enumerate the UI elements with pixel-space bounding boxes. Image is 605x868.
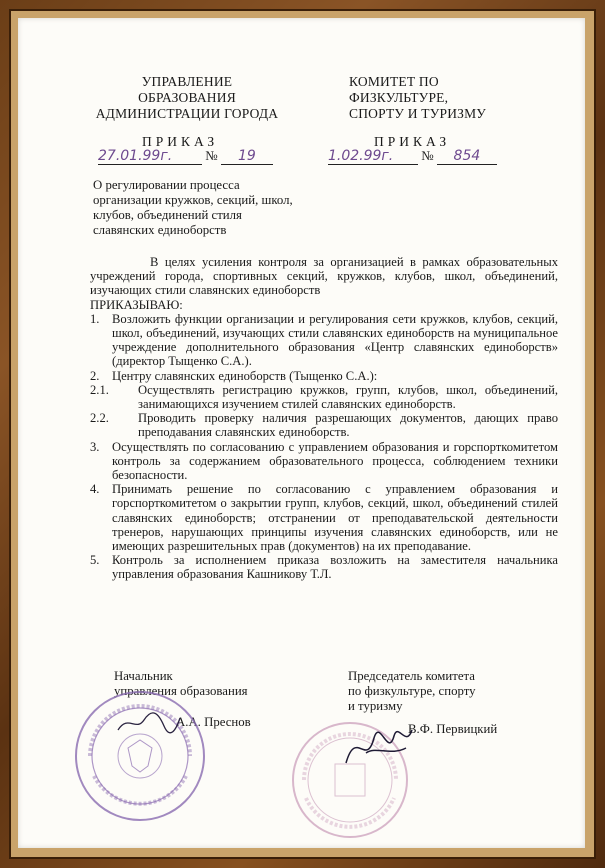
item-number: 2.1. (90, 382, 109, 397)
item-text: Центру славянских единоборств (Тыщенко С.А.): (112, 368, 378, 383)
item-text: Осуществлять регистрацию кружков, групп, клубов, школ, объединений, занимающихся изучением стилей славянских единоборств. (138, 382, 558, 412)
order-subitem (90, 383, 558, 411)
right-order-line (328, 148, 508, 166)
order-subitems (90, 383, 558, 440)
item-number: 2. (90, 368, 100, 383)
right-order-title: ПРИКАЗ (374, 134, 451, 149)
item-number: 3. (90, 439, 100, 454)
order-item (90, 482, 558, 553)
item-text: Принимать решение по согласованию с управлением образования и горспорткомитетом о закрытии групп, клубов, секций, школ, объединений стилей славянских единоборств; отстранении от преподавательской деятельности тренеров, нарушающих принципы изучения славянских единоборств, или не имеющих разрешительных прав (документов) на их преподавание. (112, 482, 558, 554)
item-number: 4. (90, 482, 100, 497)
left-order-number: 19 (221, 148, 273, 165)
item-text: Контроль за исполнением приказа возложить на заместителя начальника управления образования Кашникову Т.Л. (112, 553, 558, 582)
left-header: УПРАВЛЕНИЕ ОБРАЗОВАНИЯ АДМИНИСТРАЦИИ ГОРОДА (95, 74, 279, 121)
orders-word: ПРИКАЗЫВАЮ: (90, 297, 183, 312)
right-signatory-name: В.Ф. Первицкий (408, 722, 498, 736)
left-order-date: 27.01.99г. (98, 148, 202, 165)
item-text: Проводить проверку наличия разрешающих документов, дающих право преподавания славянских единоборств. (138, 411, 558, 440)
right-order-date: 1.02.99г. (328, 148, 418, 165)
left-order-title: ПРИКАЗ (142, 134, 219, 149)
order-subject: О регулировании процесса организации кружков, секций, школ, клубов, объединений стиля славянских единоборств (93, 178, 293, 237)
left-order-number-sign: № (205, 148, 218, 163)
item-text: Возложить функции организации и регулирования сети кружков, клубов, секций, школ, объединений, изучающих стили славянских единоборств на муниципальное учреждение дополнительного образования «Центр славянских единоборств» (директор Тыщенко С.А.). (112, 311, 558, 369)
item-number: 5. (90, 553, 100, 568)
left-signatory-title: Начальник управления образования (114, 669, 248, 698)
right-signatory-title: Председатель комитета по физкультуре, спорту и туризму (348, 669, 476, 713)
left-order-line (98, 148, 288, 166)
order-subitem (90, 411, 558, 439)
order-item (90, 553, 558, 581)
order-body (90, 255, 558, 582)
item-text: Осуществлять по согласованию с управлением образования и горспорткомитетом контроль за содержанием образовательного процесса, соблюдением техники безопасности. (112, 439, 558, 483)
left-seal-stamp (70, 686, 210, 826)
order-item (90, 312, 558, 369)
right-signature (336, 708, 426, 778)
right-order-number: 854 (437, 148, 497, 165)
document-page (18, 18, 585, 848)
left-signatory-name: А.А. Преснов (176, 715, 251, 729)
order-items-continued (90, 440, 558, 582)
right-order-number-sign: № (421, 148, 434, 163)
item-number: 2.2. (90, 411, 109, 426)
left-signature (114, 708, 184, 738)
order-item (90, 369, 558, 383)
order-items (90, 312, 558, 383)
order-item (90, 440, 558, 483)
item-number: 1. (90, 311, 100, 326)
order-intro: В целях усиления контроля за организацией в рамках образовательных учреждений города, спортивных секций, кружков, клубов, школ, объединений, изучающих стили славянских единоборств (90, 255, 558, 298)
right-header: КОМИТЕТ ПО ФИЗКУЛЬТУРЕ, СПОРТУ И ТУРИЗМУ (349, 74, 487, 121)
